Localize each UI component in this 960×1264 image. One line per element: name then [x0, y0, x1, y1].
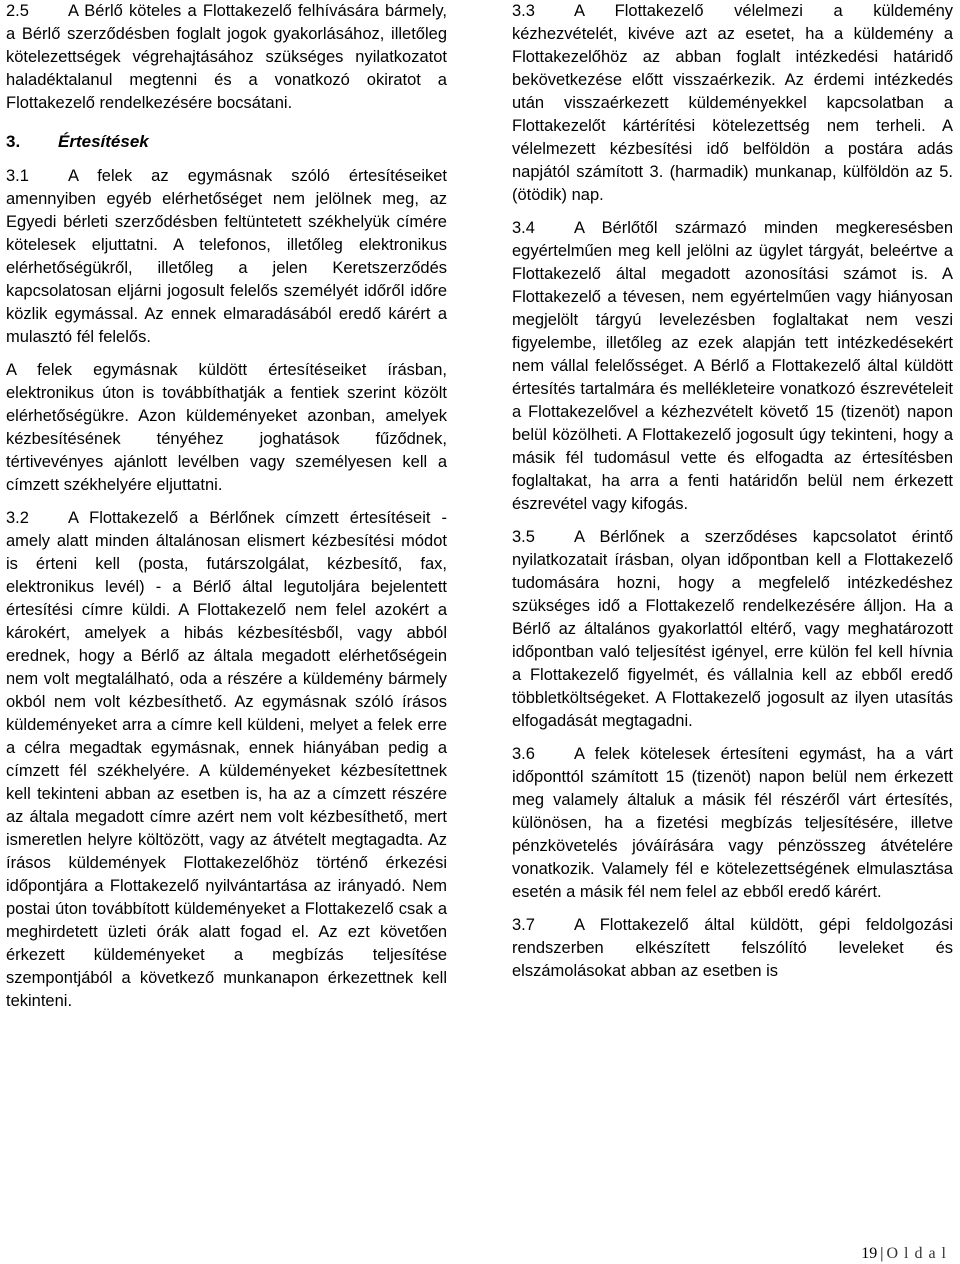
- paragraph-text: A Flottakezelő által küldött, gépi feldolgozási rendszerben elkészített felszólító leveleket és elszámolásokat abban az esetben is: [512, 916, 953, 980]
- paragraph-3-1-continued: [6, 359, 447, 497]
- paragraph-number: 3.7: [512, 916, 535, 934]
- paragraph-text: A Bérlőtől származó minden megkeresésben egyértelműen meg kell jelölni az ügylet tárgyát, beleértve a Flottakezelő által megadott azonosítási számot is. A Flottakezelő a tévesen, nem egyértelműen vagy hiányosan megjelölt tárgyú levelezésben foglaltakat nem veszi figyelembe, illetőleg az ezek alapján tett intézkedésekért nem vállal felelősséget. A Bérlő a Flottakezelő által küldött értesítés tartalmára és mellékleteire vonatkozó észrevételeit a Flottakezelővel a kézhezvételt követő 15 (tizenöt) napon belül közölheti. A Flottakezelő jogosult úgy tekinteni, hogy a másik fél tudomásul vette és elfogadta az értesítésben foglaltakat, ha arra a fenti határidőn belül nem érkezett észrevétel vagy kifogás.: [512, 219, 953, 513]
- paragraph-number: 3.3: [512, 2, 535, 20]
- page-label: Oldal: [886, 1245, 952, 1262]
- paragraph-text: A Bérlőnek a szerződéses kapcsolatot érintő nyilatkozatait írásban, olyan időpontban kell a Flottakezelő tudomására hozni, hogy a megfelelő intézkedéshez szükséges idő a Flottakezelő rendelkezésére álljon. Ha a Bérlő az általános gyakorlattól eltérő, vagy meghatározott időpontban való teljesítést igényel, erre külön fel kell hívnia a Flottakezelő figyelmét, és vállalnia kell az ebből eredő többletköltségeket. A Flottakezelő jogosult az ilyen utasítás elfogadását megtagadni.: [512, 528, 953, 730]
- paragraph-text: A felek egymásnak küldött értesítéseiket írásban, elektronikus úton is továbbíthatják a fentiek szerint közölt elérhetőségükre. Azon küldeményeket azonban, amelyek kézbesítésének tényéhez joghatások fűződnek, tértivevényes ajánlott levélben vagy személyesen kell a címzett székhelyére eljuttatni.: [6, 361, 447, 494]
- right-column: [512, 0, 953, 983]
- paragraph-number: 3.1: [6, 167, 29, 185]
- section-number: 3.: [6, 132, 21, 151]
- paragraph-3-7: [512, 914, 953, 983]
- paragraph-number: 3.5: [512, 528, 535, 546]
- paragraph-3-4: [512, 217, 953, 516]
- footer-separator: |: [880, 1245, 884, 1262]
- paragraph-3-5: [512, 526, 953, 733]
- paragraph-2-5: [6, 0, 447, 115]
- paragraph-text: A Bérlő köteles a Flottakezelő felhívására bármely, a Bérlő szerződésben foglalt jogok gyakorlásához, illetőleg kötelezettségek végrehajtásához szükséges nyilatkozatot haladéktalanul megtenni és a vonatkozó okiratot a Flottakezelő rendelkezésére bocsátani.: [6, 2, 447, 112]
- paragraph-text: A felek az egymásnak szóló értesítéseiket amennyiben egyéb elérhetőséget nem jelölnek meg, az Egyedi bérleti szerződésben feltüntetett székhelyük címére kötelesek eljuttatni. A telefonos, illetőleg elektronikus elérhetőségükről, illetőleg a jelen Keretszerződés kapcsolatosan eljárni jogosult felelős személyét időről időre közlik egymással. Az ennek elmaradásából eredő kárért a mulasztó fél felelős.: [6, 167, 447, 346]
- paragraph-3-3: [512, 0, 953, 207]
- page-footer: [861, 1244, 952, 1264]
- paragraph-number: 2.5: [6, 2, 29, 20]
- paragraph-text: A Flottakezelő vélelmezi a küldemény kézhezvételét, kivéve azt az esetet, ha a küldemény a Flottakezelőhöz az abban foglalt intézkedési határidő bekövetkezése előtt visszaérkezik. Az érdemi intézkedés után visszaérkezett küldeményekkel kapcsolatban a Flottakezelőt kártérítési kötelezettség nem terheli. A vélelmezett kézbesítési idő belföldön a postára adás napjától számított 3. (harmadik) munkanap, külföldön az 5. (ötödik) nap.: [512, 2, 953, 204]
- page-number: 19: [861, 1245, 878, 1262]
- paragraph-number: 3.6: [512, 745, 535, 763]
- paragraph-number: 3.4: [512, 219, 535, 237]
- paragraph-text: A felek kötelesek értesíteni egymást, ha a várt időponttól számított 15 (tizenöt) napon belül nem érkezett meg valamely általuk a másik fél részéről várt értesítés, különösen, ha a fizetési megbízás teljesítésére, illetve pénzkövetelés jóváírására vagy pénzösszeg átvételére vonatkozik. Valamely fél e kötelezettségének elmulasztása esetén a másik fél nem felel az ebből eredő kárért.: [512, 745, 953, 901]
- paragraph-text: A Flottakezelő a Bérlőnek címzett értesítéseit - amely alatt minden általánosan elismert kézbesítési módot is érteni kell (posta, futárszolgálat, kézbesítő, fax, elektronikus levél) - a Bérlő által legutoljára bejelentett értesítési címre küldi. A Flottakezelő nem felel azokért a károkért, amelyek a hibás kézbesítésből, vagy abból erednek, hogy a Bérlő az általa megadott elérhetőségein nem volt megtalálható, oda a részére a küldemény bármely okból nem volt kézbesíthető. Az egymásnak szóló írásos küldeményeket arra a címre kell küldeni, melyet a felek erre a célra megadtak egymásnak, ennek hiányában pedig a címzett fél székhelyére. A küldeményeket kézbesítettnek kell tekinteni abban az esetben is, ha az a címzett részére az általa megadott címre azért nem volt kézbesíthető, mert ismeretlen helyre költözött, vagy az átvételt megtagadta. Az írásos küldemények Flottakezelőhöz történő érkezési időpontjára a Flottakezelő nyilvántartása az irányadó. Nem postai úton továbbított küldeményeket a Flottakezelő csak a meghirdetett üzleti órák alatt fogad el. Az ezt követően érkezett küldeményeket a megbízás teljesítése szempontjából a következő munkanapon érkezettnek kell tekinteni.: [6, 509, 447, 1010]
- paragraph-3-2: [6, 507, 447, 1013]
- section-heading-3: [6, 130, 447, 153]
- left-column: [6, 0, 447, 1023]
- section-title: Értesítések: [58, 132, 149, 151]
- paragraph-3-6: [512, 743, 953, 904]
- paragraph-number: 3.2: [6, 509, 29, 527]
- paragraph-3-1: [6, 165, 447, 349]
